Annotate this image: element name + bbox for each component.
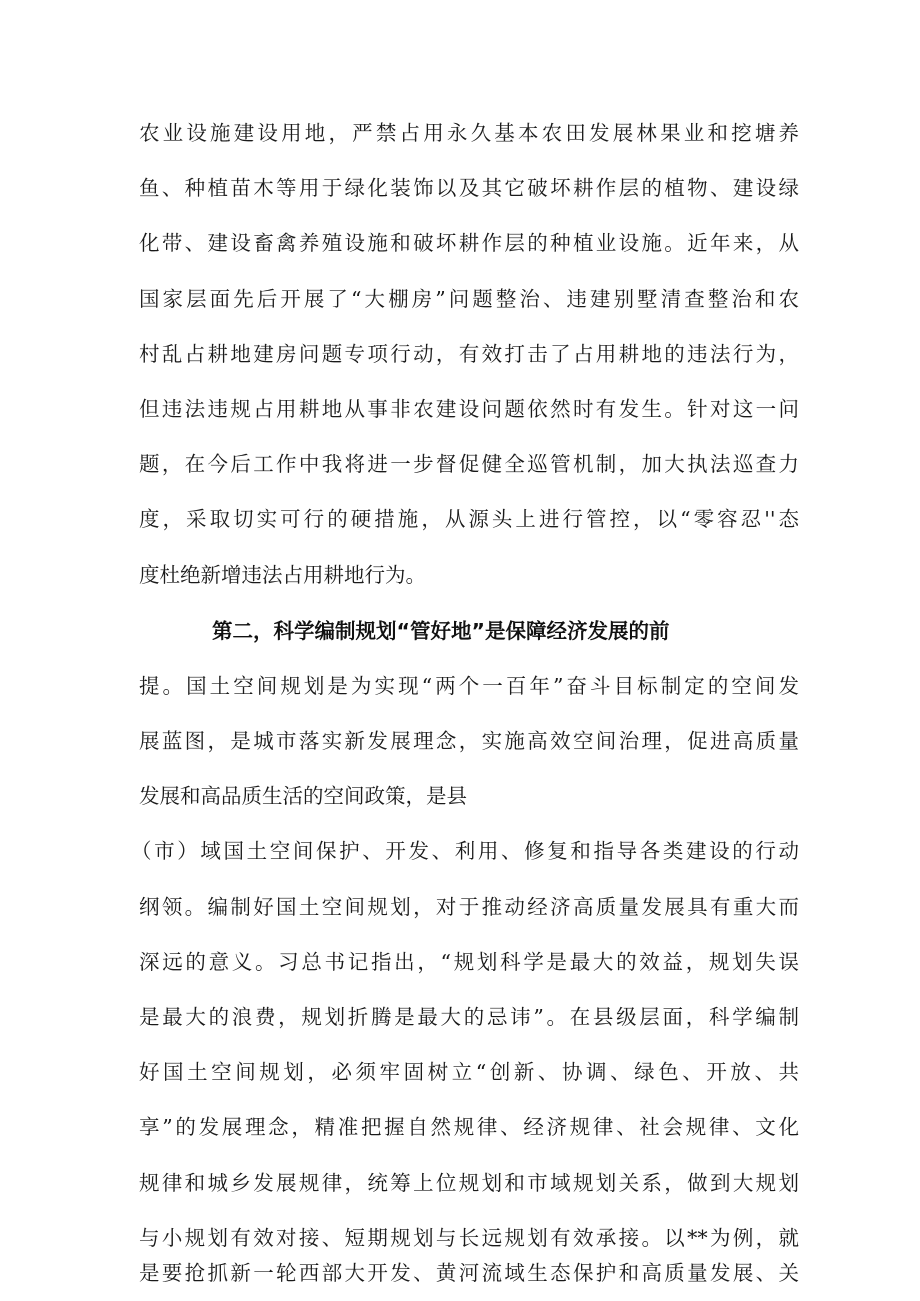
text-line: 度杜绝新增违法占用耕地行为。 bbox=[139, 563, 426, 587]
text-line: 发展和高品质生活的空间政策，是县 bbox=[139, 784, 467, 808]
text-line: 但违法违规占用耕地从事非农建设问题依然时有发生。针对这一问 bbox=[139, 397, 799, 421]
text-line: 村乱占耕地建房问题专项行动，有效打击了占用耕地的违法行为， bbox=[139, 342, 799, 366]
section-heading: 第二，科学编制规划“管好地”是保障经济发展的前 bbox=[212, 619, 670, 643]
text-line: （市）域国土空间保护、开发、利用、修复和指导各类建设的行动 bbox=[131, 839, 799, 863]
text-line: 化带、建设畜禽养殖设施和破坏耕作层的种植业设施。近年来，从 bbox=[139, 231, 799, 255]
text-line: 规律和城乡发展规律，统筹上位规划和市域规划关系，做到大规划 bbox=[139, 1171, 799, 1195]
text-line: 度，采取切实可行的硬措施，从源头上进行管控，以“零容忍''态 bbox=[139, 507, 799, 531]
text-line: 享”的发展理念，精准把握自然规律、经济规律、社会规律、文化 bbox=[139, 1115, 799, 1139]
text-line: 与小规划有效对接、短期规划与长远规划有效承接。以**为例，就 bbox=[139, 1226, 799, 1250]
text-line: 提。国土空间规划是为实现“两个一百年”奋斗目标制定的空间发 bbox=[139, 674, 799, 698]
text-line: 好国土空间规划，必须牢固树立“创新、协调、绿色、开放、共 bbox=[139, 1060, 799, 1084]
text-line: 是最大的浪费，规划折腾是最大的忌讳”。在县级层面，科学编制 bbox=[139, 1005, 799, 1029]
text-line: 纲领。编制好国土空间规划，对于推动经济高质量发展具有重大而 bbox=[139, 895, 799, 919]
text-line: 深远的意义。习总书记指出，“规划科学是最大的效益，规划失误 bbox=[139, 950, 799, 974]
text-line: 鱼、种植苗木等用于绿化装饰以及其它破坏耕作层的植物、建设绿 bbox=[139, 176, 799, 200]
text-line: 题，在今后工作中我将进一步督促健全巡管机制，加大执法巡查力 bbox=[139, 452, 799, 476]
text-line: 国家层面先后开展了“大棚房”问题整治、违建别墅清查整治和农 bbox=[139, 287, 799, 311]
text-line: 展蓝图，是城市落实新发展理念，实施高效空间治理，促进高质量 bbox=[139, 729, 799, 753]
text-line: 是要抢抓新一轮西部大开发、黄河流域生态保护和高质量发展、关 bbox=[139, 1261, 799, 1285]
text-line: 农业设施建设用地，严禁占用永久基本农田发展林果业和挖塘养 bbox=[139, 121, 799, 145]
